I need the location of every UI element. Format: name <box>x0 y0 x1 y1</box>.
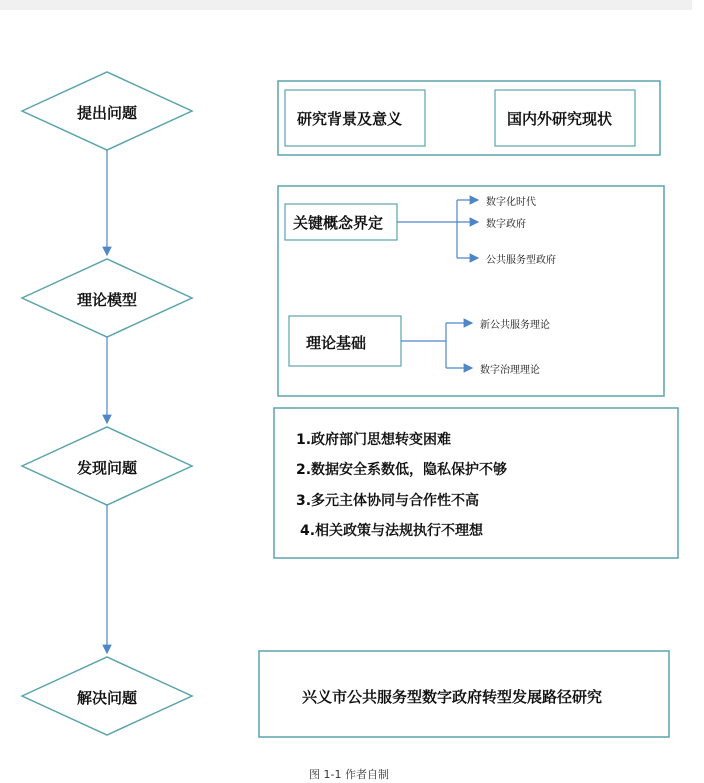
background-item1-label: 研究背景及意义 <box>297 110 403 128</box>
problem-item-4: 4.相关政策与法规执行不理想 <box>300 523 484 539</box>
background-item2-label: 国内外研究现状 <box>507 110 613 128</box>
concept-branch-2: 数字政府 <box>486 219 526 230</box>
problem-item-2: 2.数据安全系数低，隐私保护不够 <box>296 462 508 478</box>
step-solve-problem-label: 解决问题 <box>77 689 138 707</box>
solution-label: 兴义市公共服务型数字政府转型发展路径研究 <box>302 688 603 706</box>
step-raise-question-label: 提出问题 <box>77 104 138 122</box>
figure-caption: 图 1-1 作者自制 <box>309 768 389 781</box>
foundation-branch-2: 数字治理理论 <box>480 365 540 376</box>
concept-branch-3: 公共服务型政府 <box>486 255 556 266</box>
step-find-problem-label: 发现问题 <box>77 459 138 477</box>
step-theory-model-label: 理论模型 <box>77 291 138 309</box>
problem-item-3: 3.多元主体协同与合作性不高 <box>296 493 480 509</box>
concept-branch-1: 数字化时代 <box>486 197 536 208</box>
foundation-branches <box>401 323 472 368</box>
foundation-branch-1: 新公共服务理论 <box>480 320 550 331</box>
problem-item-1: 1.政府部门思想转变困难 <box>296 432 452 448</box>
concepts-label: 关键概念界定 <box>293 214 384 232</box>
foundation-label: 理论基础 <box>306 334 367 352</box>
concepts-branches <box>397 200 478 258</box>
